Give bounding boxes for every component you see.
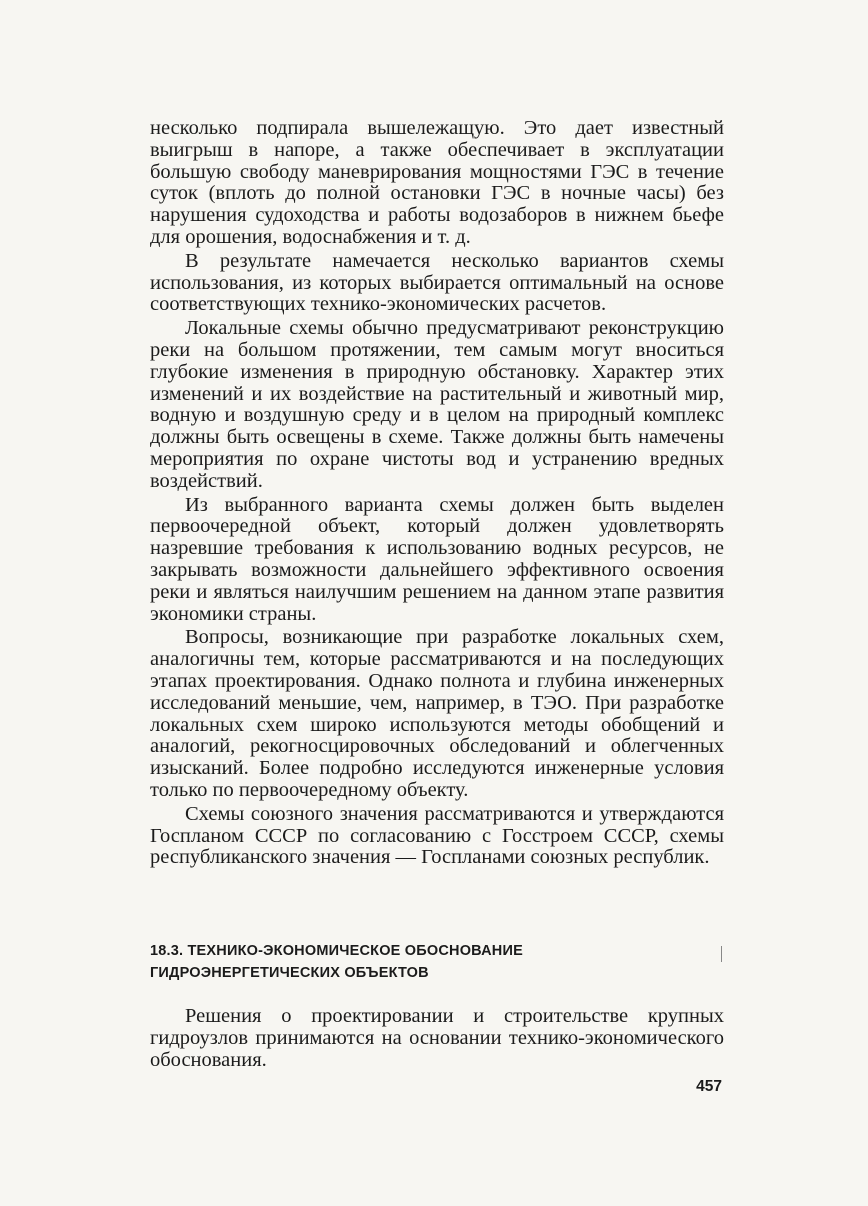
paragraph-approval: Схемы союзного значения рассматриваются и утверждаются Госпланом СССР по согласованию с Госстроем СССР, схемы республиканского значения — Госпланами союзных республик. bbox=[150, 802, 724, 869]
paragraph-continuation: несколько подпирала вышележащую. Это дает известный выигрыш в напоре, а также обеспечивает в эксплуатации большую свободу маневрирования мощностями ГЭС в течение суток (вплоть до полной остановки ГЭС в ночные часы) без нарушения судоходства и работы водозаборов в нижнем бьефе для орошения, водоснабжения и т. д. bbox=[150, 117, 724, 248]
section-heading-line2: ГИДРОЭНЕРГЕТИЧЕСКИХ ОБЪЕКТОВ bbox=[150, 965, 429, 981]
paragraph-local-schemes: Локальные схемы обычно предусматривают реконструкцию реки на большом протяжении, тем самым могут вноситься глубокие изменения в природную обстановку. Характер этих изменений и их воздействие на растительный и животный мир, водную и воздушную среду и в целом на природный комплекс должны быть освещены в схеме. Также должны быть намечены мероприятия по охране чистоты вод и устранению вредных воздействий. bbox=[150, 317, 724, 492]
paragraph-priority-object: Из выбранного варианта схемы должен быть выделен первоочередной объект, который должен удовлетворять назревшие требования к использованию водных ресурсов, не закрывать возможности дальнейшего эффективного освоения реки и являться наилучшим решением на данном этапе развития экономики страны. bbox=[150, 493, 724, 625]
section-body bbox=[150, 1006, 724, 1071]
section-heading-line1: 18.3. ТЕХНИКО-ЭКОНОМИЧЕСКОЕ ОБОСНОВАНИЕ bbox=[150, 943, 523, 959]
paragraph-questions: Вопросы, возникающие при разработке локальных схем, аналогичны тем, которые рассматриваются и на последующих этапах проектирования. Однако полнота и глубина инженерных исследований меньшие, чем, например, в ТЭО. При разработке локальных схем широко используются методы обобщений и аналогий, рекогносцировочных обследований и облегченных изысканий. Более подробно исследуются инженерные условия только по первоочередному объекту. bbox=[150, 626, 724, 801]
section-heading bbox=[150, 940, 710, 984]
margin-mark bbox=[721, 946, 722, 962]
section-paragraph: Решения о проектировании и строительстве крупных гидроузлов принимаются на основании технико-экономического обоснования. bbox=[150, 1005, 724, 1071]
page-number: 457 bbox=[696, 1078, 722, 1095]
body-text bbox=[150, 118, 724, 869]
paragraph-variants: В результате намечается несколько вариантов схемы использования, из которых выбирается оптимальный на основе соответствующих технико-экономических расчетов. bbox=[150, 249, 724, 316]
